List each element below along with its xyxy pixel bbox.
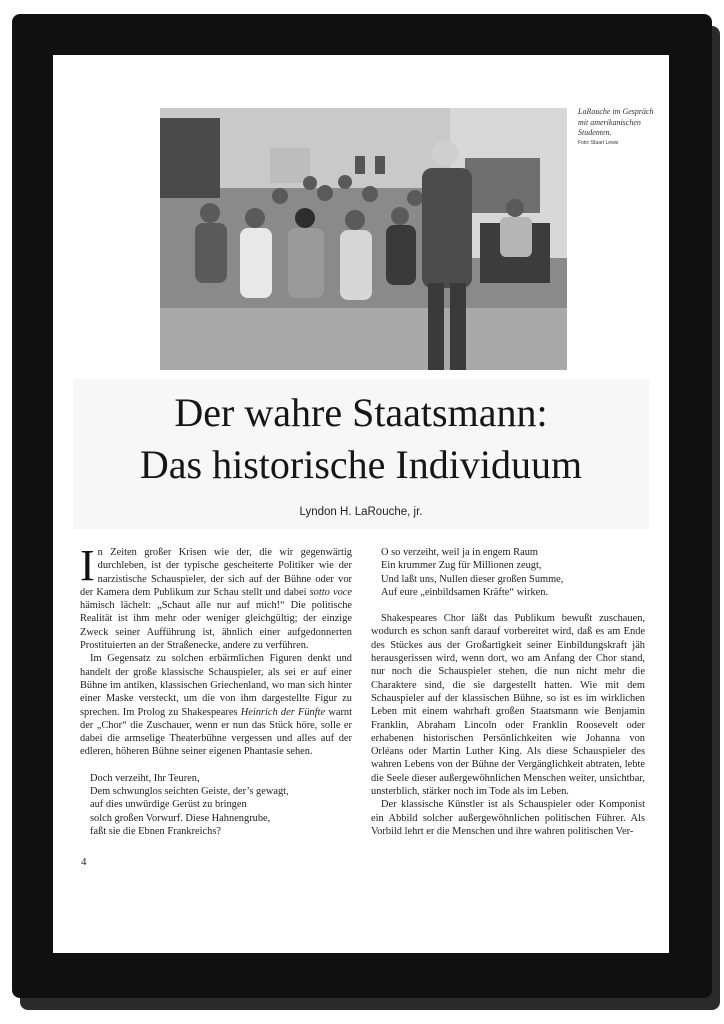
paragraph-1 <box>80 541 352 652</box>
paragraph-2-text-a: Im Gegensatz zu solchen erbärmlichen Figuren denkt und handelt der große klassische Schauspieler, als sei er auf einer Bühne im antiken, klassischen Griechenland, wo man sich hinter einer Maske versteckt, um die von ihm dargestellte Figur zu sprechen. Im Prolog zu Shakespeares <box>80 653 352 718</box>
title-line-1: Der wahre Staatsmann: <box>174 390 548 435</box>
drop-cap: I <box>80 541 95 590</box>
article-author: Lyndon H. LaRouche, jr. <box>299 506 423 518</box>
verse-line: auf dies unwürdige Gerüst zu bringen <box>90 799 247 811</box>
paragraph-1-emphasis: sotto voce <box>309 586 352 598</box>
verse-line: O so verzeiht, weil ja in engem Raum <box>381 547 538 558</box>
paragraph-1-text-a: n Zeiten großer Krisen wie der, die wir gegenwärtig durchleben, ist der typische gescheiterte Politiker wie der narzistische Schauspieler, der sich auf der Bühne oder vor der Kamera dem Publikum zur Schau stellt und dabei <box>80 547 352 598</box>
paragraph-3: Shakespeares Chor läßt das Publikum bewußt zuschauen, wodurch es schon sanft darauf vorbereitet wird, daß es am Ende des Stückes aus der Großartigkeit seiner Einbildungskraft jäh herausgerissen wird, wenn dort, wo am Anfang der Chor stand, nur noch die Schauspieler stehen, die nun nicht mehr die Charaktere sind, die sie dargestellt hatten. Wie mit dem Schauspieler auf der klassischen Bühne, so ist es im wirklichen Leben mit einem wahrhaft großen Staatsmann wie Benjamin Franklin, Abraham Lincoln oder Franklin Roosevelt oder erhabenen historischen Persönlichkeiten wie Johanna von Orléans oder Martin Luther King. Als diese Schauspieler des wahren Lebens von der Bühne der Vergänglichkeit abtraten, lebte die Seele dieser außergewöhnlichen Menschen weiter, unsichtbar, unsterblich, stärker noch im Tode als im Leben. <box>371 613 645 798</box>
title-line-2: Das historische Individuum <box>139 442 583 487</box>
photo-caption <box>578 107 658 147</box>
page-number: 4 <box>81 856 87 868</box>
classroom-photo-illustration <box>160 108 567 370</box>
text-column-left <box>80 541 352 838</box>
article-photo <box>160 108 567 370</box>
verse-line: faßt sie die Ebnen Frankreichs? <box>90 825 221 837</box>
magazine-page <box>53 55 669 953</box>
paragraph-2 <box>80 652 352 758</box>
text-column-right <box>371 546 645 838</box>
paragraph-1-text-b: hämisch lächelt: „Schaut alle nur auf mich!“ Die politische Realität ist ihm mehr oder weniger gleichgültig; der einzige Zweck seiner Aufführung ist, ähnlich einer aufgedonnerten Prostituierten an der Straßenecke, andere zu verführen. <box>80 600 352 652</box>
caption-text: LaRouche im Gespräch mit amerikanischen Studenten. <box>578 107 654 137</box>
article-title <box>53 387 669 491</box>
verse-line: Und laßt uns, Nullen dieser großen Summe, <box>381 573 564 585</box>
verse-line: solch großen Vorwurf. Diese Hahnengrube, <box>90 812 271 824</box>
verse-block-1 <box>80 772 352 838</box>
verse-block-2 <box>371 546 645 599</box>
paragraph-4: Der klassische Künstler ist als Schauspieler oder Komponist ein Abbild solcher außergewöhnlichen politischen Führer. Als Vorbild lehrt er die Menschen und ihre wahren politischen Ver- <box>371 799 645 837</box>
paragraph-2-text-b: warnt der „Chor“ die Zuschauer, wenn er nun das Stück höre, solle er dabei die armselige Theaterbühne vergessen und alles auf der edleren, höheren Bühne seiner eigenen Phantasie sehen. <box>80 706 352 758</box>
paragraph-2-emphasis: Heinrich der Fünfte <box>240 706 326 718</box>
photo-credit: Foto: Stuart Lewis <box>578 139 619 146</box>
verse-line: Auf eure „einbildsamen Kräfte“ wirken. <box>381 586 549 598</box>
verse-line: Ein krummer Zug für Millionen zeugt, <box>381 560 542 572</box>
verse-line: Dem schwunglos seichten Geiste, der’s gewagt, <box>90 786 289 798</box>
verse-line: Doch verzeiht, Ihr Teuren, <box>90 772 200 784</box>
